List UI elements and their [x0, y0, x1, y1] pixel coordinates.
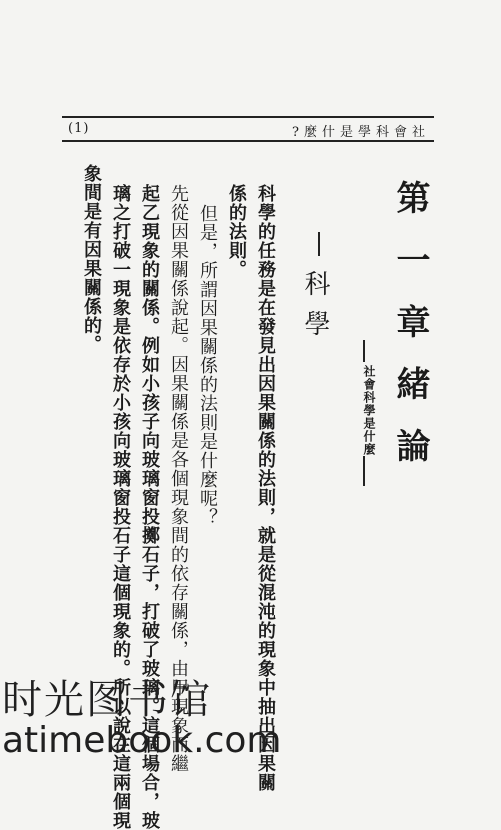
body-column-2: 係的法則。	[226, 184, 247, 279]
body-column-1: 科學的任務是在發見出因果關係的法則，就是從混沌的現象中抽出因果關	[255, 184, 276, 792]
chapter-subtitle: 社會科學是什麼	[362, 365, 376, 456]
header-bottom-rule	[62, 140, 434, 142]
chapter-subtitle-rule-top	[363, 340, 365, 362]
body-column-4: 先從因果關係說起。因果關係是各個現象間的依存關係，由甲現象而繼	[168, 184, 189, 773]
body-column-6: 璃之打破一現象是依存於小孩向玻璃窗投石子這個現象的。所以說在這兩個現	[110, 184, 131, 830]
body-column-3: 但是，所謂因果關係的法則是什麼呢？	[197, 204, 218, 527]
section-rule	[318, 232, 320, 256]
page-number: (1)	[68, 121, 90, 136]
watermark-chinese: 时光图书馆	[2, 677, 212, 723]
body-column-5: 起乙現象的關係。例如小孩子向玻璃窗投擲石子，打破了玻璃。這個場合，玻	[139, 184, 160, 830]
watermark-url: atimebook.com	[2, 720, 282, 761]
chapter-subtitle-rule-bottom	[363, 456, 365, 486]
header-top-rule	[62, 116, 434, 118]
section-title: 科學	[300, 270, 330, 350]
running-title: 社會科學是什麼?	[292, 125, 430, 140]
chapter-title: 第一章緒論	[390, 180, 430, 490]
body-column-7: 象間是有因果關係的。	[81, 164, 102, 354]
